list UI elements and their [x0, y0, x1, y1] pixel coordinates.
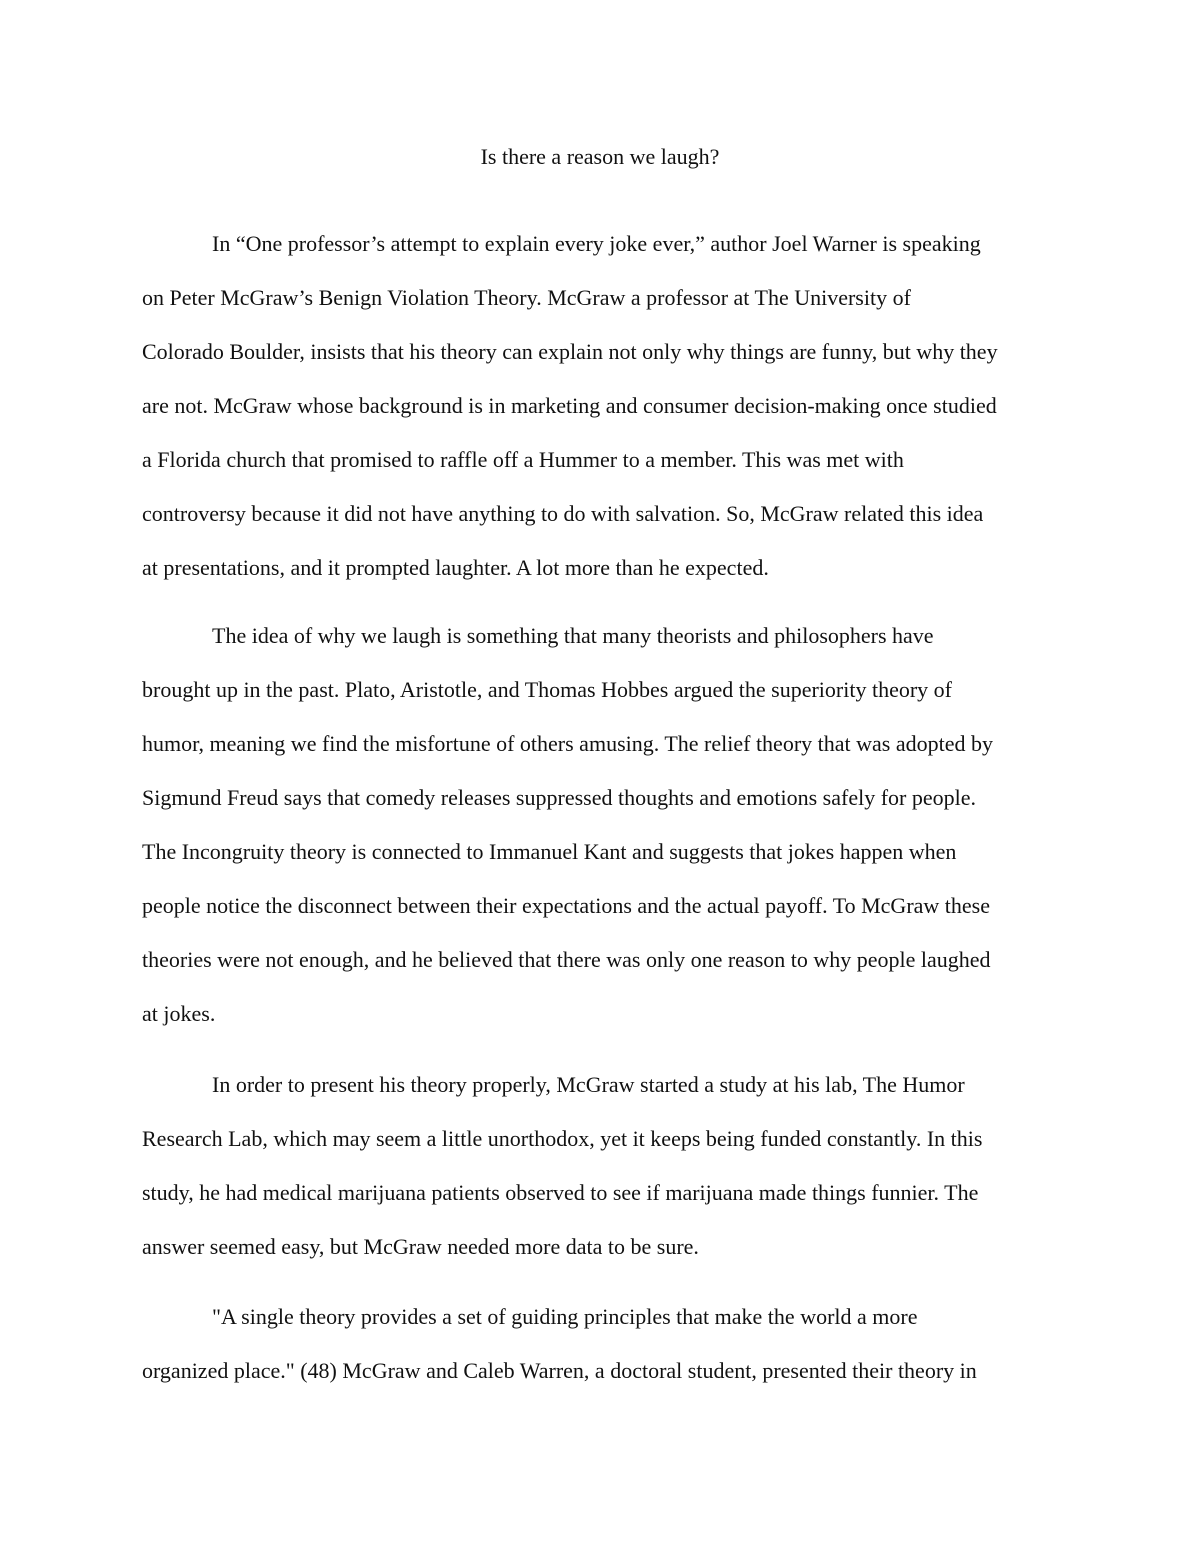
paragraph-1-line-6: controversy because it did not have anything to do with salvation. So, McGraw related this idea [142, 501, 984, 526]
paragraph-4-line-2: organized place." (48) McGraw and Caleb Warren, a doctoral student, presented their theory in [142, 1358, 977, 1383]
paragraph-2-line-1: The idea of why we laugh is something that many theorists and philosophers have [212, 623, 934, 648]
paragraph-2-line-8: at jokes. [142, 1001, 216, 1026]
paragraph-1-line-5: a Florida church that promised to raffle off a Hummer to a member. This was met with [142, 447, 904, 472]
paragraph-3-line-3: study, he had medical marijuana patients observed to see if marijuana made things funnier. The [142, 1180, 979, 1205]
paragraph-1-line-7: at presentations, and it prompted laughter. A lot more than he expected. [142, 555, 769, 580]
paragraph-2-line-6: people notice the disconnect between their expectations and the actual payoff. To McGraw these [142, 893, 990, 918]
paragraph-4-line-1: "A single theory provides a set of guiding principles that make the world a more [212, 1304, 918, 1329]
paragraph-2-line-5: The Incongruity theory is connected to Immanuel Kant and suggests that jokes happen when [142, 839, 957, 864]
paragraph-3-line-2: Research Lab, which may seem a little unorthodox, yet it keeps being funded constantly. In this [142, 1126, 983, 1151]
paragraph-1-line-3: Colorado Boulder, insists that his theory can explain not only why things are funny, but why they [142, 339, 998, 364]
paragraph-1-line-1: In “One professor’s attempt to explain every joke ever,” author Joel Warner is speaking [212, 231, 981, 256]
paragraph-3-line-4: answer seemed easy, but McGraw needed more data to be sure. [142, 1234, 699, 1259]
paragraph-2-line-4: Sigmund Freud says that comedy releases suppressed thoughts and emotions safely for people. [142, 785, 977, 810]
paragraph-3-line-1: In order to present his theory properly, McGraw started a study at his lab, The Humor [212, 1072, 965, 1097]
paragraph-2-line-3: humor, meaning we find the misfortune of others amusing. The relief theory that was adopted by [142, 731, 993, 756]
document-title: Is there a reason we laugh? [480, 144, 720, 169]
paragraph-1-line-2: on Peter McGraw’s Benign Violation Theory. McGraw a professor at The University of [142, 285, 911, 310]
paragraph-1-line-4: are not. McGraw whose background is in marketing and consumer decision-making once studied [142, 393, 997, 418]
paragraph-2-line-7: theories were not enough, and he believed that there was only one reason to why people laughed [142, 947, 991, 972]
paragraph-2-line-2: brought up in the past. Plato, Aristotle, and Thomas Hobbes argued the superiority theory of [142, 677, 953, 702]
